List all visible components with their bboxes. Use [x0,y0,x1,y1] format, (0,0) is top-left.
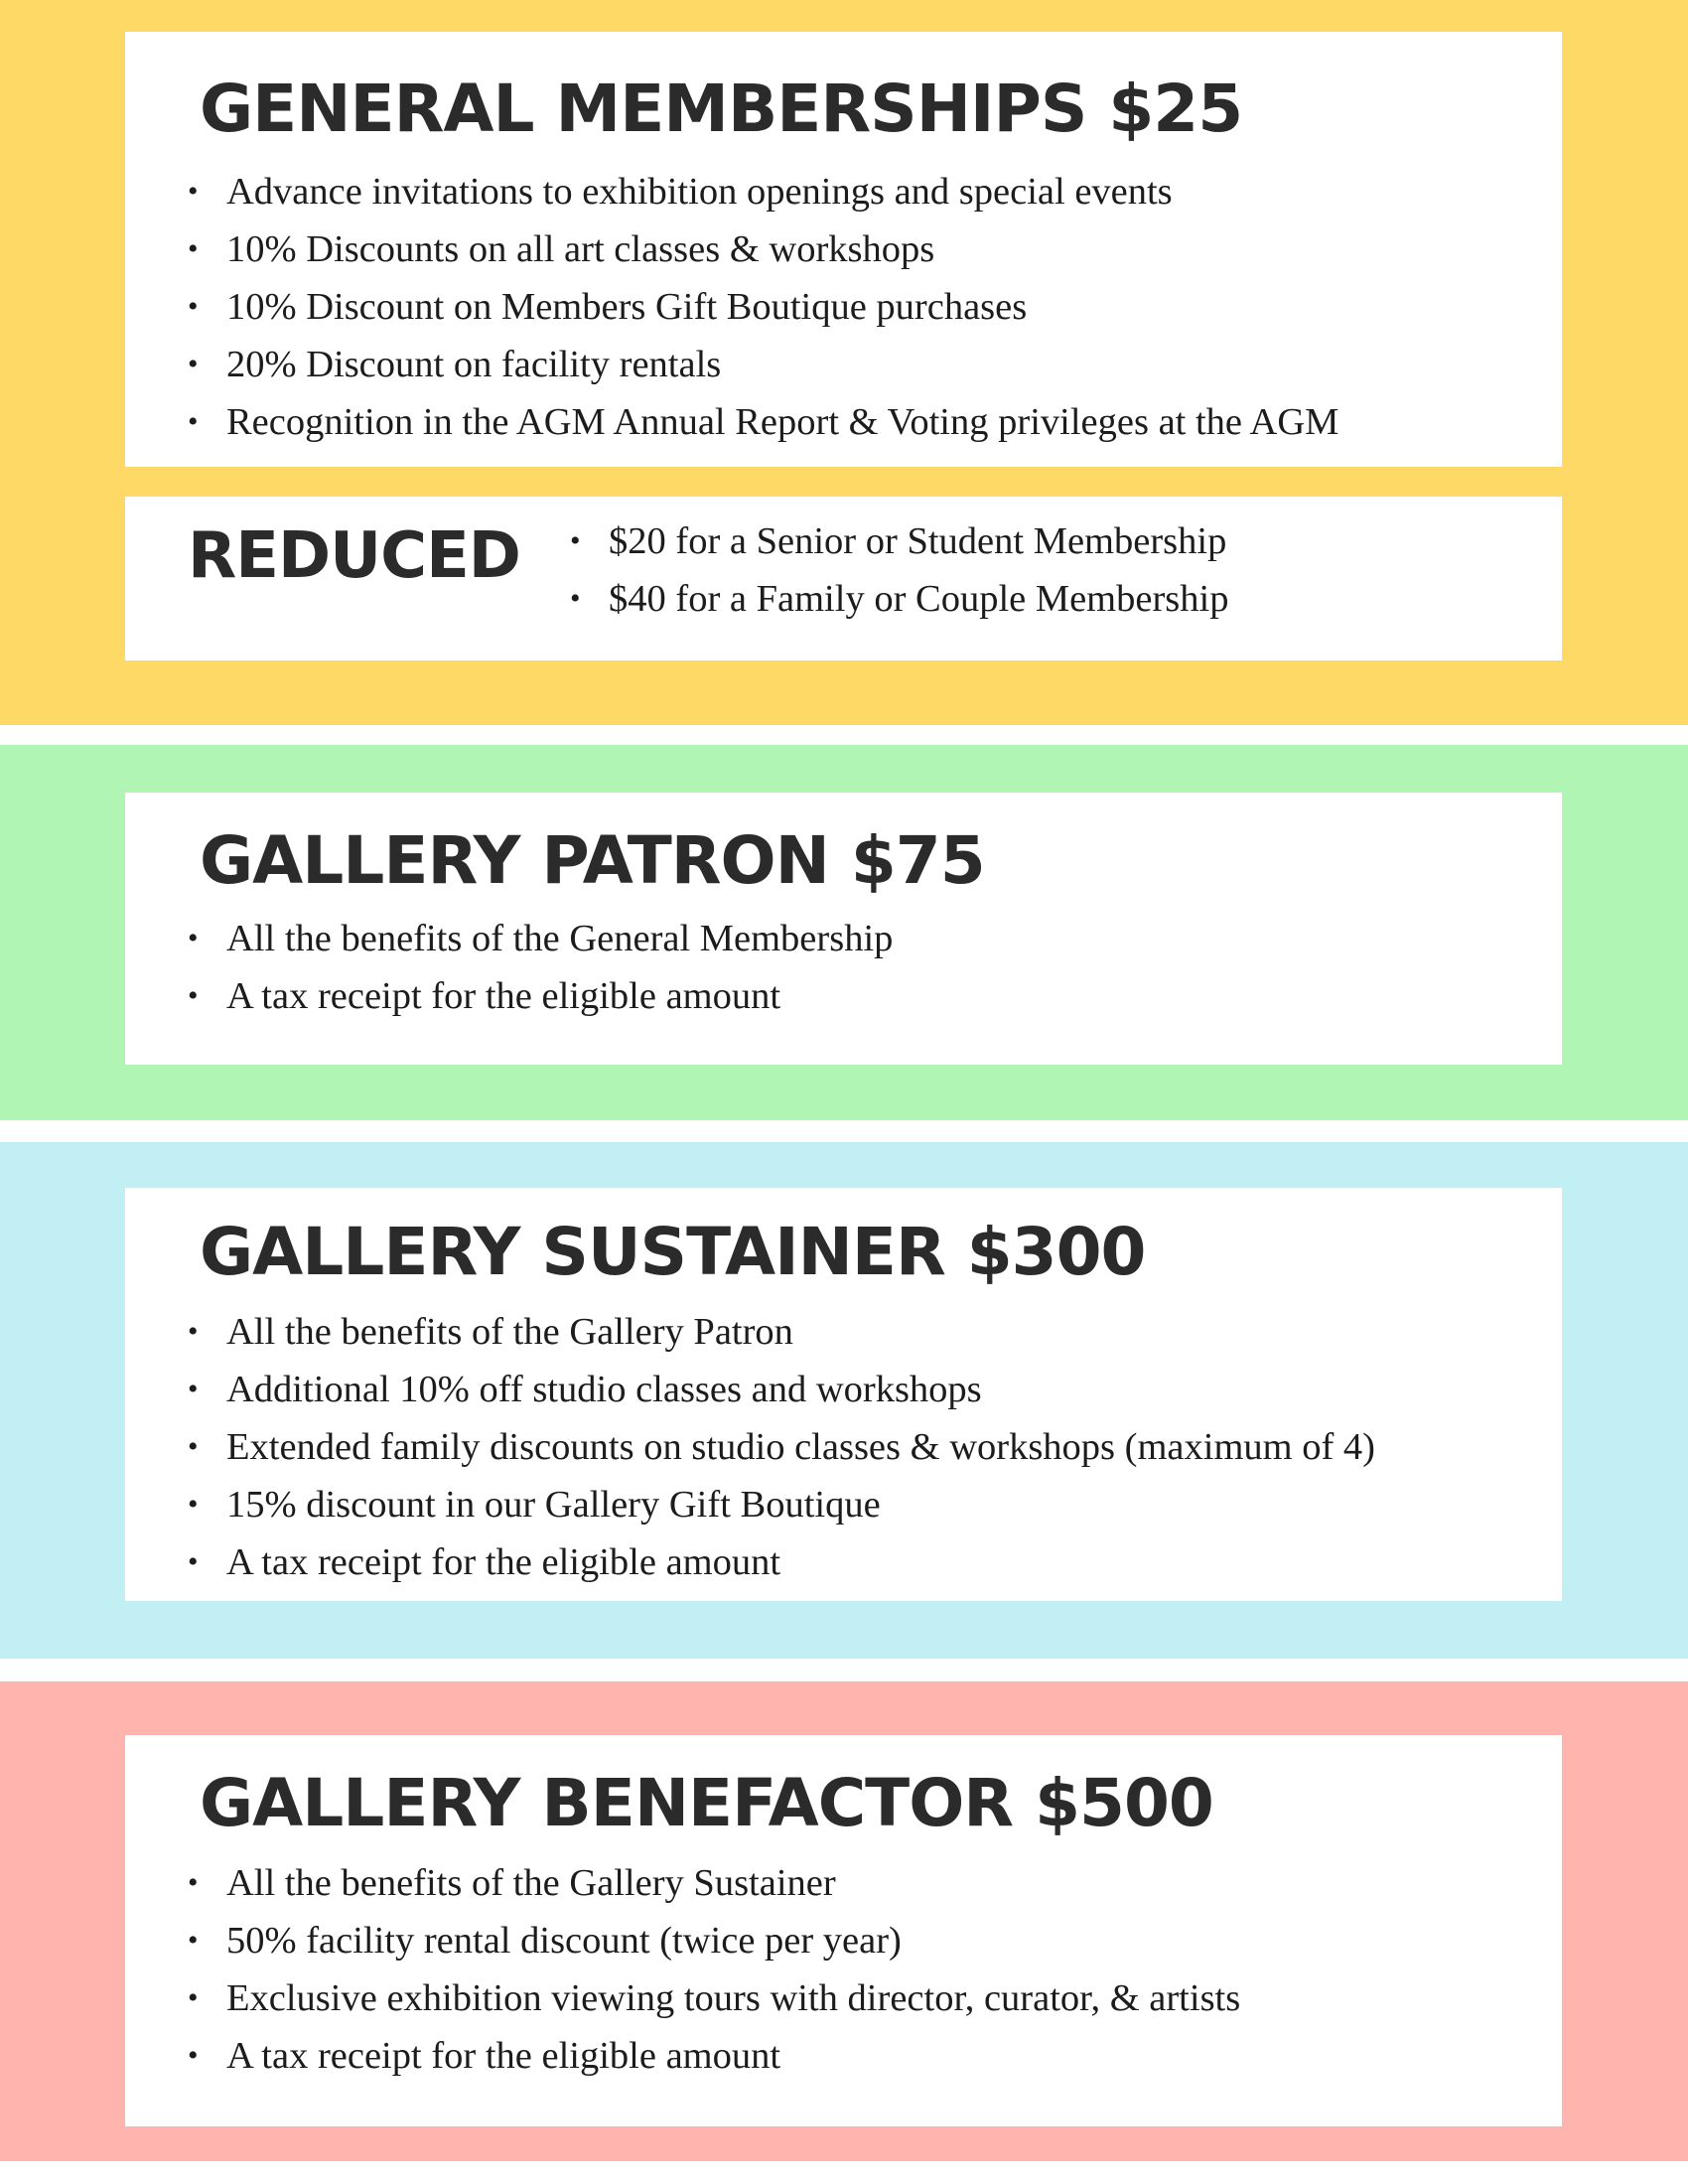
gallery-benefactor-card [125,1735,1562,2126]
gallery-sustainer-card [125,1188,1562,1601]
benefit-item: • 50% facility rental discount (twice per year) [188,1912,1240,1969]
gallery-sustainer-benefits [188,1303,1375,1591]
gallery-benefactor-title: GALLERY BENEFACTOR $500 [200,1765,1213,1841]
benefit-item: • A tax receipt for the eligible amount [188,967,893,1025]
general-membership-title: GENERAL MEMBERSHIPS $25 [200,71,1243,147]
gallery-benefactor-band [0,1681,1688,2161]
gallery-sustainer-title: GALLERY SUSTAINER $300 [200,1214,1146,1290]
benefit-item: • Exclusive exhibition viewing tours with director, curator, & artists [188,1969,1240,2027]
benefit-item: • 15% discount in our Gallery Gift Boutique [188,1476,1375,1533]
benefit-item: • $40 for a Family or Couple Membership [570,570,1228,628]
general-membership-band [0,0,1688,725]
gallery-patron-band [0,745,1688,1120]
benefit-item: • 20% Discount on facility rentals [188,336,1338,393]
benefit-item: • Recognition in the AGM Annual Report & Voting privileges at the AGM [188,393,1338,451]
benefit-item: • Advance invitations to exhibition openings and special events [188,163,1338,220]
gallery-patron-benefits [188,910,893,1025]
gallery-patron-title: GALLERY PATRON $75 [200,822,985,899]
benefit-item: • Additional 10% off studio classes and workshops [188,1361,1375,1418]
reduced-membership-title: REDUCED [188,519,520,593]
benefit-item: • A tax receipt for the eligible amount [188,1533,1375,1591]
benefit-item: • A tax receipt for the eligible amount [188,2027,1240,2085]
reduced-membership-benefits [570,512,1228,628]
benefit-item: • 10% Discounts on all art classes & workshops [188,220,1338,278]
benefit-item: • 10% Discount on Members Gift Boutique purchases [188,278,1338,336]
benefit-item: • All the benefits of the Gallery Patron [188,1303,1375,1361]
reduced-membership-card [125,497,1562,660]
gallery-benefactor-benefits [188,1854,1240,2085]
benefit-item: • All the benefits of the General Membership [188,910,893,967]
benefit-item: • $20 for a Senior or Student Membership [570,512,1228,570]
general-membership-card [125,32,1562,467]
gallery-patron-card [125,793,1562,1065]
general-membership-benefits [188,163,1338,451]
gallery-sustainer-band [0,1142,1688,1659]
benefit-item: • All the benefits of the Gallery Sustainer [188,1854,1240,1912]
benefit-item: • Extended family discounts on studio classes & workshops (maximum of 4) [188,1418,1375,1476]
